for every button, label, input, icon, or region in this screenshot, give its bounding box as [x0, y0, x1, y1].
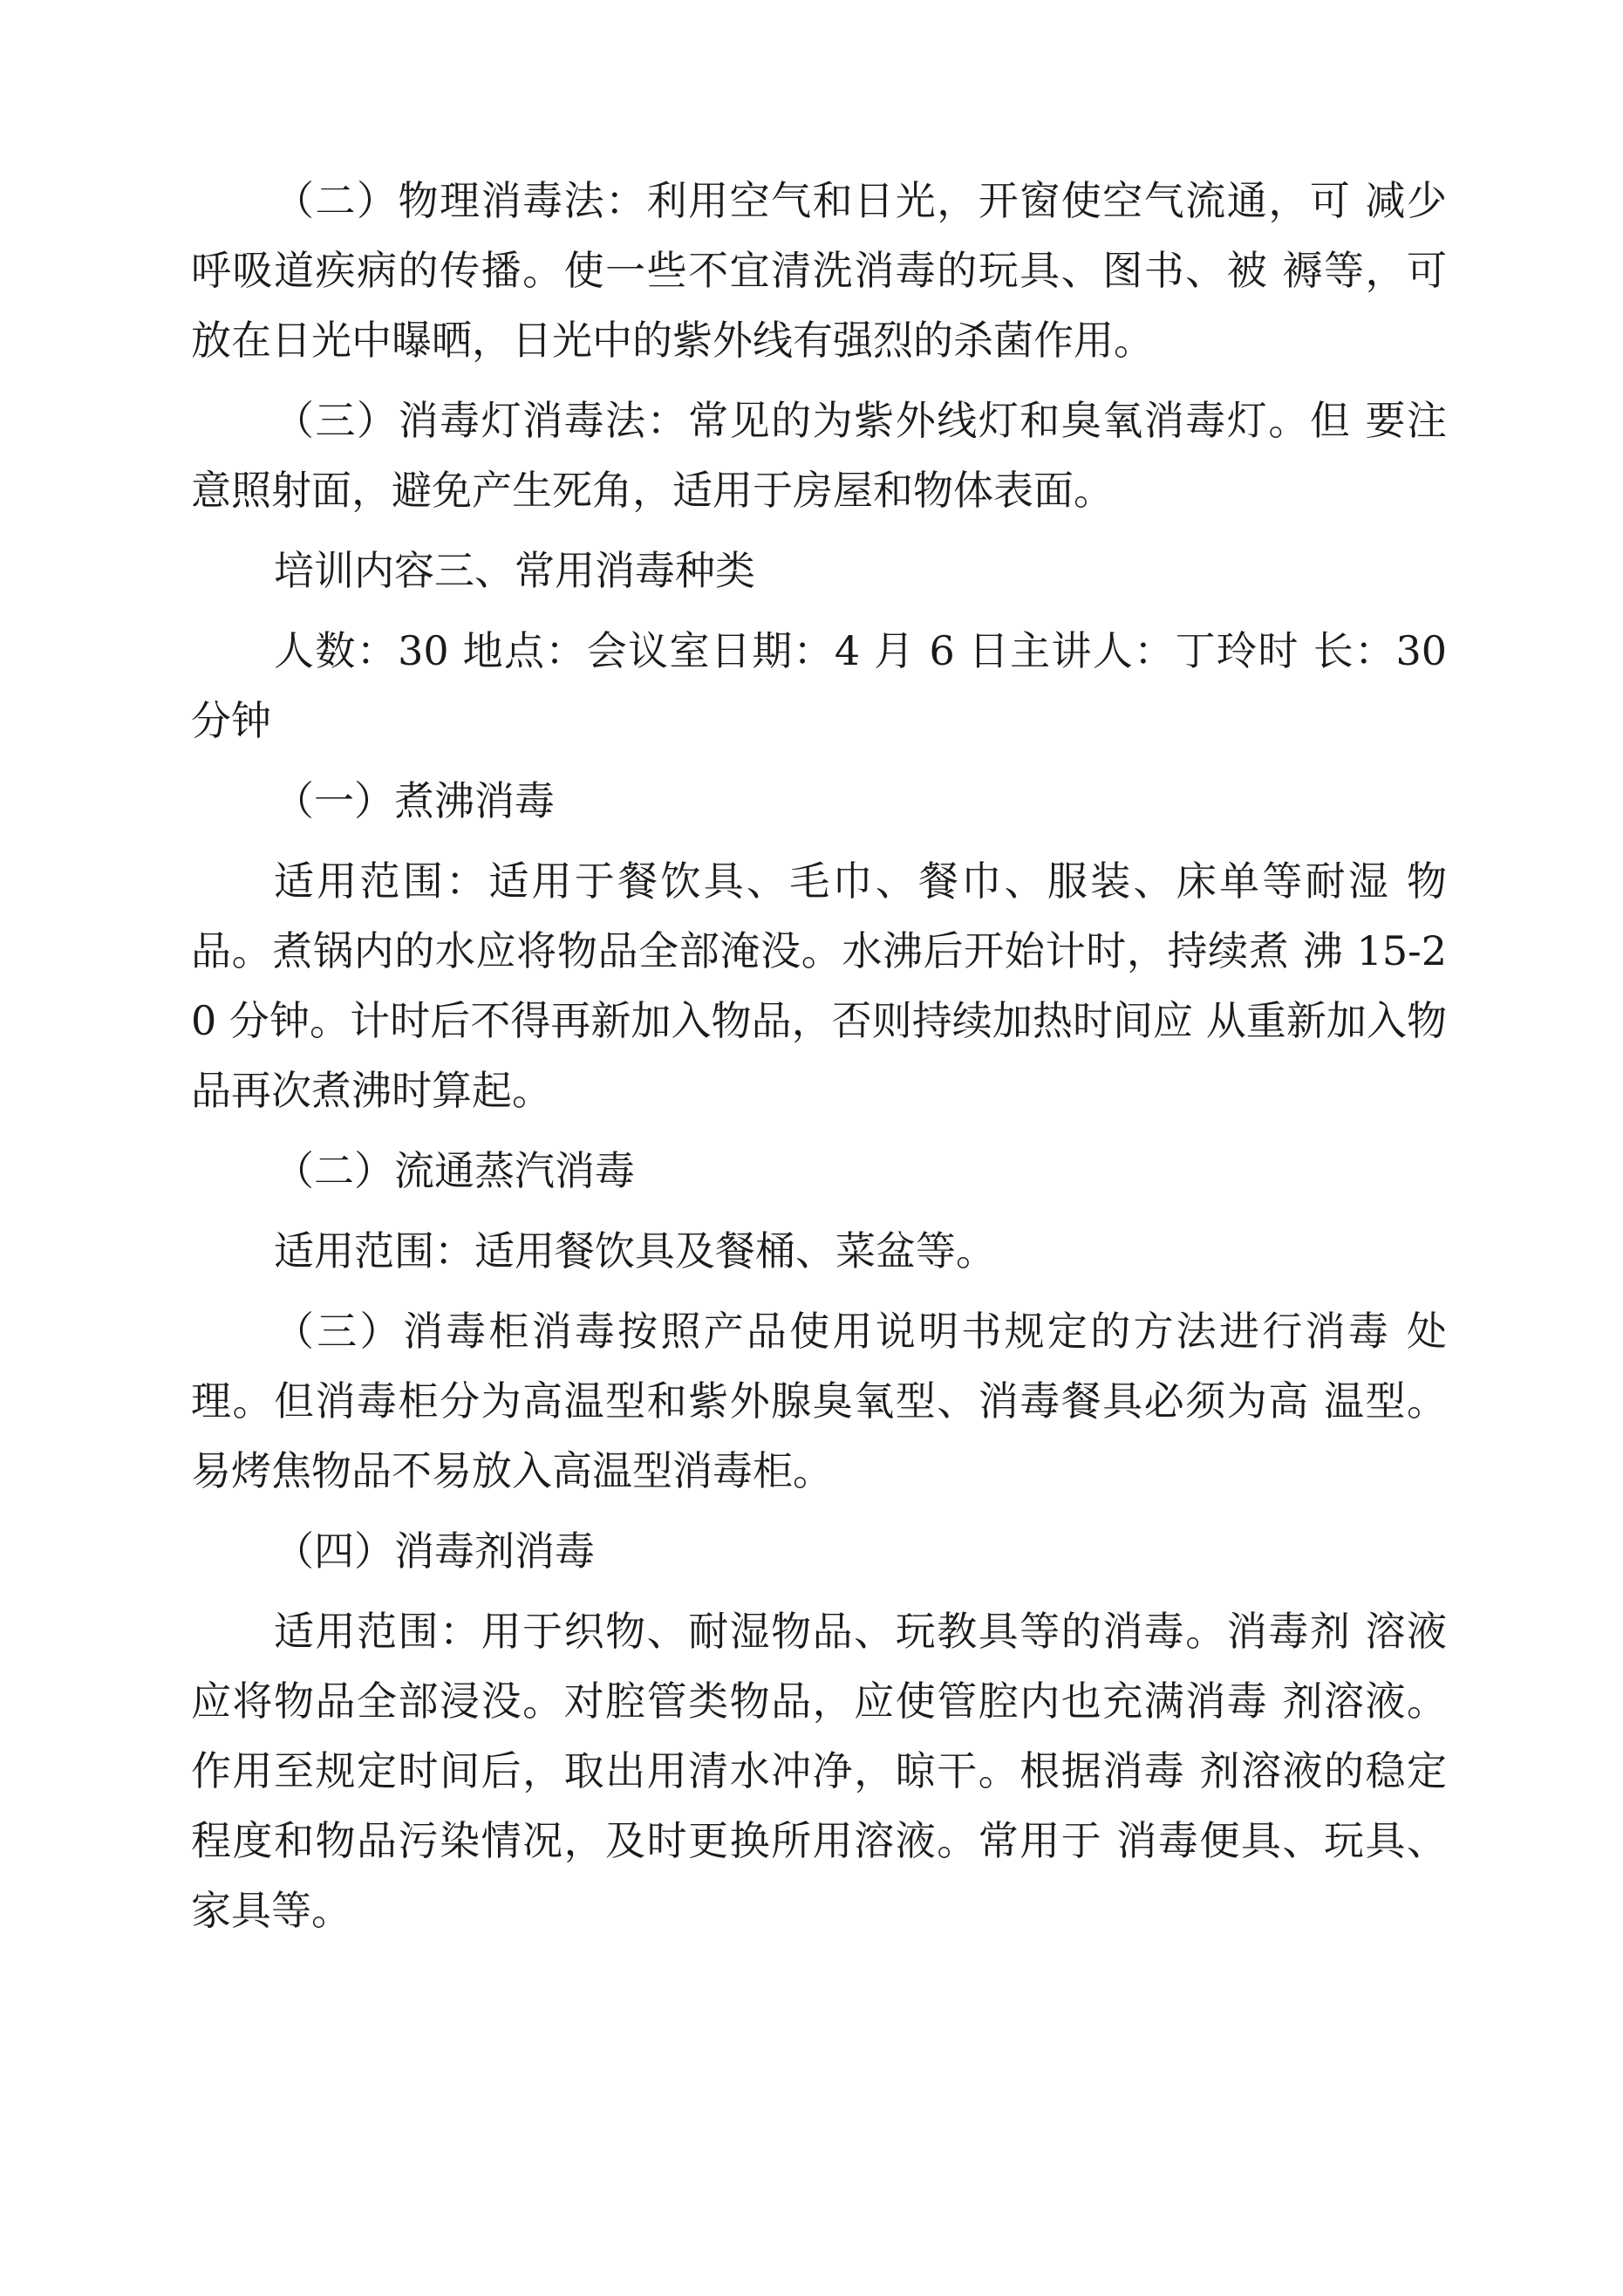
paragraph-physical-disinfection: （二）物理消毒法：利用空气和日光，开窗使空气流通，可 减少呼吸道疾病的传播。使一些不宜清洗消毒的玩具、图书、被 褥等，可放在日光中曝晒，日光中的紫外线有强烈的杀菌作用。 [191, 177, 1447, 364]
paragraph-cabinet-disinfection: （三）消毒柜消毒按照产品使用说明书规定的方法进行消毒 处理。但消毒柜分为高温型和紫外腺臭氧型、消毒餐具必须为高 温型。易烤焦物品不易放入高温型消毒柜。 [191, 1308, 1447, 1494]
subheading-boiling: （一）煮沸消毒 [274, 777, 555, 824]
document-body [191, 166, 1460, 1956]
paragraph-lamp-disinfection: （三）消毒灯消毒法：常见的为紫外线灯和臭氧消毒灯。但 要注意照射面，避免产生死角，适用于房屋和物体表面。 [191, 397, 1447, 514]
subheading-disinfectant: （四）消毒剂消毒 [274, 1527, 595, 1575]
paragraph-boiling-scope: 适用范围：适用于餐饮具、毛巾、餐巾、服装、床单等耐湿 物品。煮锅内的水应将物品全部淹没。水沸后开始计时，持续煮 沸 15-20 分钟。计时后不得再新加入物品，否则持续加热时间应 从重新加入物品再次煮沸时算起。 [191, 858, 1447, 1114]
paragraph-steam-scope: 适用范围：适用餐饮具及餐桶、菜盆等。 [274, 1227, 996, 1274]
section-heading-training-three: 培训内容三、常用消毒种类 [274, 547, 755, 594]
paragraph-disinfectant-scope: 适用范围：用于织物、耐湿物品、玩教具等的消毒。消毒剂 溶液应将物品全部浸没。对腔管类物品，应使管腔内也充满消毒 剂溶液。作用至规定时间后，取出用清水冲净，晾干。根据消毒 剂溶液的稳定程度和物品污染情况，及时更换所用溶液。常用于 消毒便具、玩具、家具等。 [191, 1608, 1447, 1934]
subheading-steam: （二）流通蒸汽消毒 [274, 1147, 635, 1194]
training-info-line: 人数：30 地点：会议室日期：4 月 6 日主讲人：丁玲时 长：30 分钟 [191, 627, 1460, 744]
